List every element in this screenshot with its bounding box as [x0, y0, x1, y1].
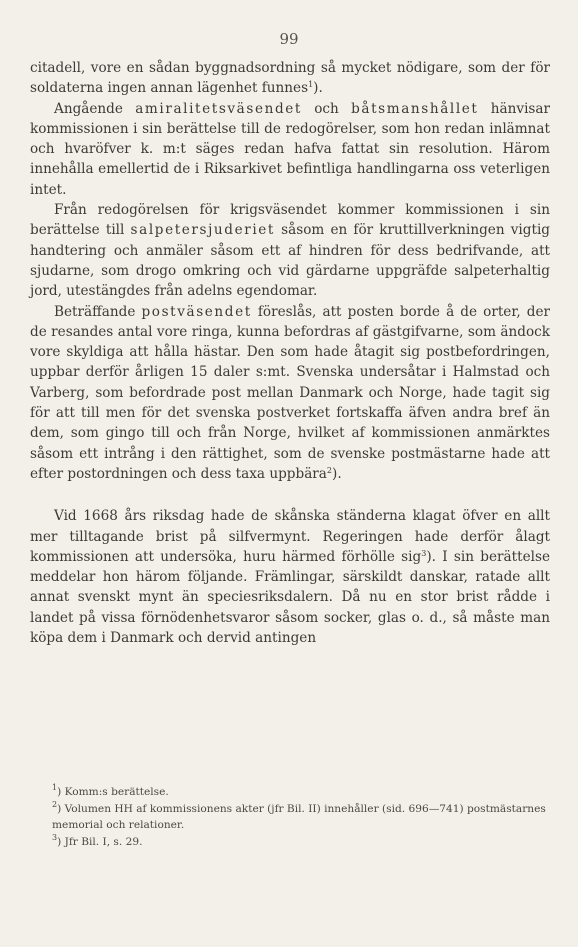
- text-run: Från redogörelsen för krigsväsendet kommer kommissionen i sin berättelse till: [30, 202, 550, 239]
- paragraph: [30, 200, 550, 301]
- text-run: och: [301, 100, 352, 117]
- paragraph: [30, 58, 550, 99]
- text-run: Beträffande: [54, 303, 142, 320]
- footnote-1: $^1$) Komm:s berättelse.: [52, 783, 169, 798]
- spaced-term: postväsendet: [141, 303, 252, 320]
- text-run: citadell, vore en sådan byggnadsordning så mycket nödigare, som der för soldaterna ingen annan lägenhet funnes: [30, 60, 550, 97]
- spaced-term: salpetersjuderiet: [130, 222, 275, 239]
- text-run: ).: [332, 465, 342, 482]
- footnote-ref: 1: [308, 80, 314, 90]
- text-run: ).: [313, 80, 323, 97]
- footnote-ref: 2: [326, 465, 333, 475]
- footnote-3: $^3$) Jfr Bil. I, s. 29.: [52, 832, 143, 848]
- spaced-term: amiralitetsväsendet: [135, 100, 302, 117]
- text-run: Vid 1668 års riksdag hade de skånska ständerna klagat öfver en allt mer tilltagande brist på silfvermynt. Regeringen hade derför ålagt kommissionen att undersöka, huru härmed förhölle sig: [30, 508, 550, 565]
- text-run: såsom en för kruttillverkningen vigtig handtering och anmäler såsom ett af hindren för dess bedrifvande, att sjudarne, som drogo omkring och vid gärdarne uppgräfde salpeterhaltig jord, utestängdes från adelns egendomar.: [30, 222, 550, 300]
- paragraph: [30, 99, 550, 200]
- footnote-2: $^2$) Volumen HH af kommissionens akter (jfr Bil. II) innehåller (sid. 696—741) postmästarnes memorial och relationer.: [52, 799, 546, 831]
- paragraph: [30, 506, 550, 648]
- page-number: 99: [279, 30, 299, 48]
- body-text: [30, 58, 550, 648]
- footnote-ref: 3: [421, 548, 427, 558]
- spaced-term: båtsmanshållet: [351, 100, 479, 117]
- footnotes: [30, 784, 550, 850]
- paragraph: [30, 302, 550, 485]
- text-run: Angående: [54, 100, 136, 117]
- text-run: hänvisar kommissionen i sin berättelse till de redogörelser, som hon redan inlämnat och hvaröfver k. m:t säges redan hafva fattat sin resolution. Härom innehålla emellertid de i Riksarkivet befintliga handlingarna oss veterligen intet.: [30, 100, 550, 198]
- text-run: föreslås, att posten borde å de orter, der de resandes antal vore ringa, kunna befordras af gästgifvarne, som ändock vore skyldiga att hålla hästar. Den som hade åtagit sig postbefordringen, uppbar derför årligen 15 daler s:mt. Svenska undersåtar i Halmstad och Varberg, som befordrade post mellan Danmark och Norge, hade tagit sig för att till men för det svenska postverket fortskaffa äfven andra bref än dem, som gingo till och från Norge, hvilket af kommissionen anmärktes såsom ett intrång i den rättighet, som de svenske postmästarne hade att efter postordningen och dess taxa uppbära: [30, 303, 551, 482]
- text-run: ). I sin berättelse meddelar hon härom följande. Främlingar, särskildt danskar, ratade allt annat svenskt mynt än speciesriksdalern. Då nu en stor brist rådde i landet på vissa förnödenhetsvaror såsom socker, glas o. d., så måste man köpa dem i Danmark och dervid antingen: [30, 548, 550, 647]
